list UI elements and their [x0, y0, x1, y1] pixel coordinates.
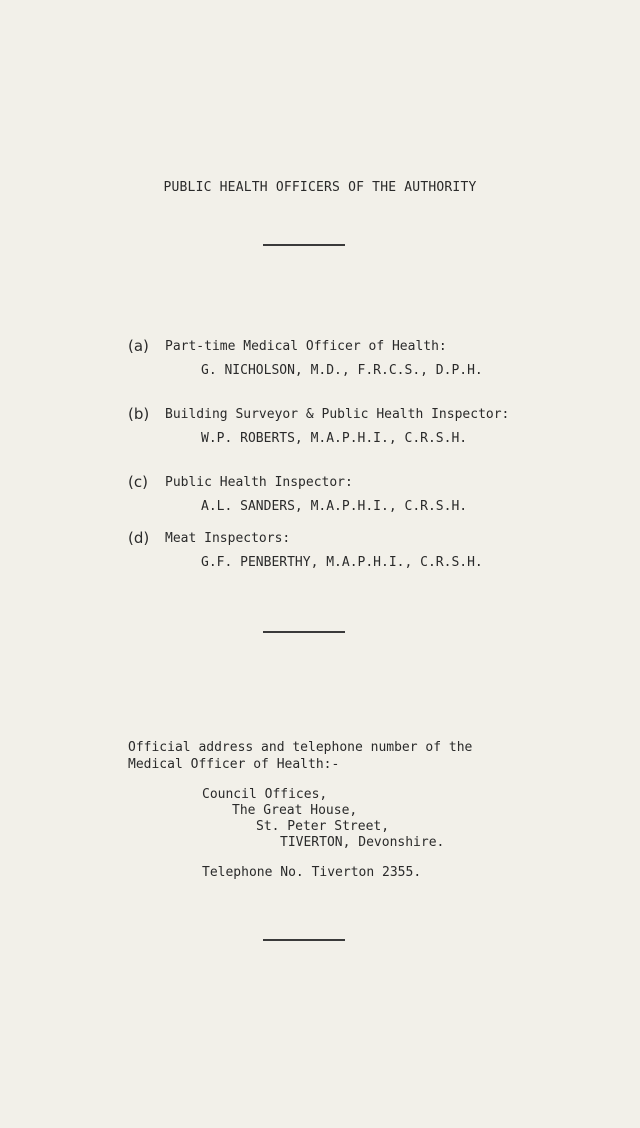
address-line-3: St. Peter Street,: [256, 819, 390, 834]
officer-role: Public Health Inspector:: [165, 475, 353, 490]
divider-top: [263, 244, 345, 246]
address-line-4: TIVERTON, Devonshire.: [280, 835, 445, 850]
officer-role: Part-time Medical Officer of Health:: [165, 339, 447, 354]
officer-role: Building Surveyor & Public Health Inspector:: [165, 407, 510, 422]
divider-middle: [263, 631, 345, 633]
address-line-1: Council Offices,: [202, 787, 328, 802]
address-intro-line-1: Official address and telephone number of the: [128, 740, 473, 755]
address-line-2: The Great House,: [232, 803, 358, 818]
address-intro-line-2: Medical Officer of Health:-: [128, 757, 340, 772]
entry-letter: (d): [128, 529, 150, 547]
divider-bottom: [263, 939, 345, 941]
officer-name: G. NICHOLSON, M.D., F.R.C.S., D.P.H.: [201, 363, 483, 378]
officer-role: Meat Inspectors:: [165, 531, 291, 546]
telephone-number: Telephone No. Tiverton 2355.: [202, 865, 422, 880]
officer-name: W.P. ROBERTS, M.A.P.H.I., C.R.S.H.: [201, 431, 468, 446]
entry-letter: (b): [128, 405, 150, 423]
officer-name: G.F. PENBERTHY, M.A.P.H.I., C.R.S.H.: [201, 555, 483, 570]
officer-name: A.L. SANDERS, M.A.P.H.I., C.R.S.H.: [201, 499, 468, 514]
entry-letter: (a): [128, 337, 149, 355]
page-title: PUBLIC HEALTH OFFICERS OF THE AUTHORITY: [163, 180, 477, 195]
entry-letter: (c): [128, 473, 148, 491]
